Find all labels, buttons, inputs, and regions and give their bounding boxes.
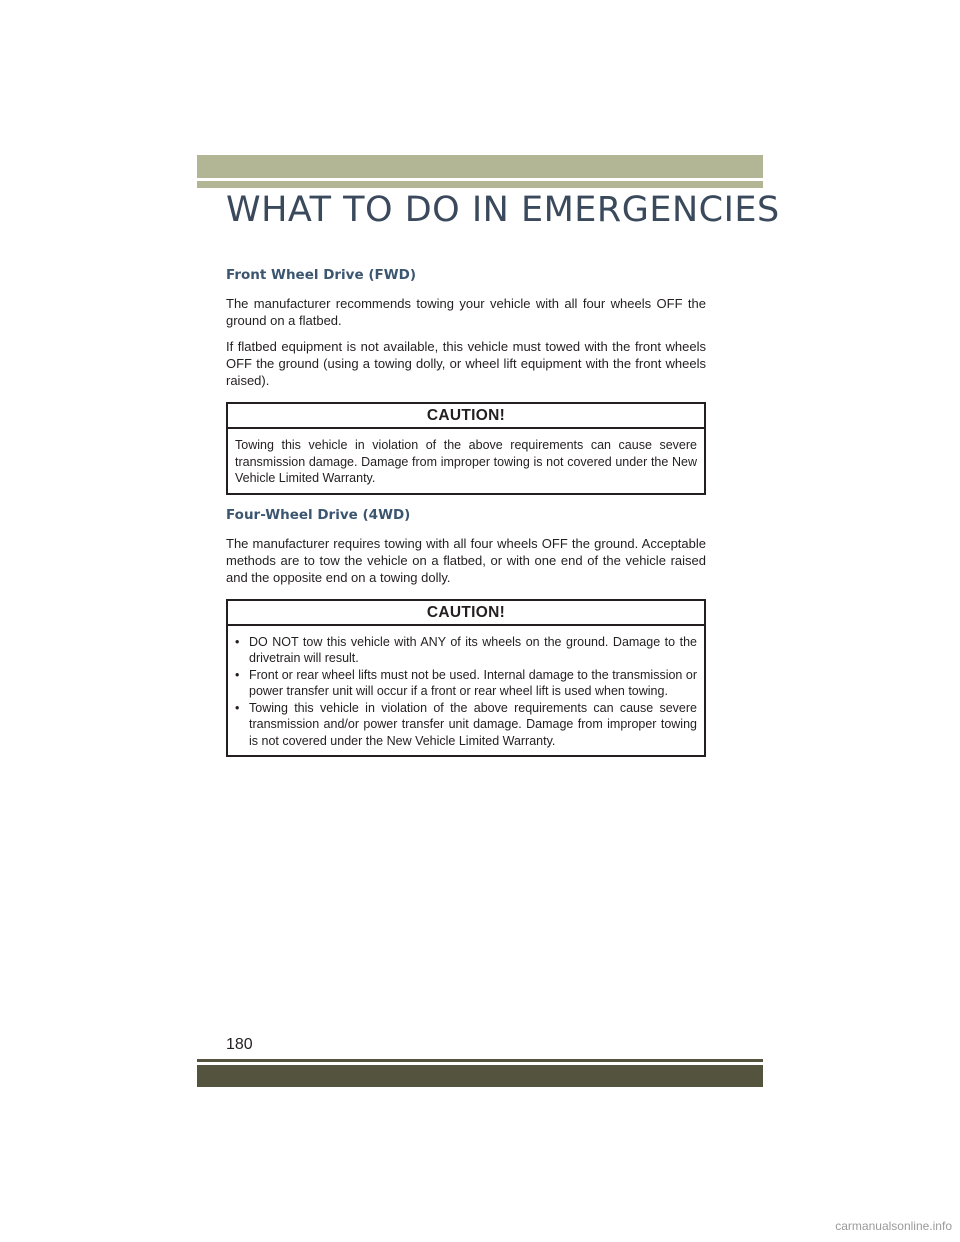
caution-text: Towing this vehicle in violation of the above requirements can cause severe transmission damage. Damage from improper towing is not covered under the New Vehicle Limited Warranty. — [235, 438, 697, 485]
caution-body — [228, 429, 704, 493]
caution-list-item — [235, 700, 697, 750]
header-rule — [197, 181, 763, 188]
footer-band — [197, 1065, 763, 1087]
bullet-icon: • — [235, 700, 240, 715]
fourwd-caution-box — [226, 599, 706, 758]
page-title: WHAT TO DO IN EMERGENCIES — [226, 190, 780, 230]
page-content — [226, 266, 706, 768]
caution-item-text: Towing this vehicle in violation of the above requirements can cause severe transmission and/or power transfer unit damage. Damage from improper towing is not covered under the New Vehicle Limited Warranty. — [249, 700, 697, 748]
fwd-paragraph-2: If flatbed equipment is not available, this vehicle must towed with the front wheels OFF the ground (using a towing dolly, or wheel lift equipment with the front wheels raised). — [226, 339, 706, 388]
caution-body — [228, 626, 704, 756]
footer-rule — [197, 1059, 763, 1062]
caution-title: CAUTION! — [228, 404, 704, 429]
caution-list-item — [235, 634, 697, 667]
caution-list — [235, 634, 697, 750]
bullet-icon: • — [235, 667, 240, 682]
caution-title: CAUTION! — [228, 601, 704, 626]
watermark: carmanualsonline.info — [835, 1219, 952, 1233]
fourwd-heading: Four-Wheel Drive (4WD) — [226, 506, 411, 523]
page-number: 180 — [226, 1036, 253, 1053]
caution-list-item — [235, 667, 697, 700]
fwd-paragraph-1: The manufacturer recommends towing your vehicle with all four wheels OFF the ground on a flatbed. — [226, 296, 706, 328]
caution-item-text: DO NOT tow this vehicle with ANY of its wheels on the ground. Damage to the drivetrain will result. — [249, 634, 697, 665]
fwd-caution-box — [226, 402, 706, 495]
fwd-heading: Front Wheel Drive (FWD) — [226, 267, 417, 283]
fourwd-paragraph-1: The manufacturer requires towing with all four wheels OFF the ground. Acceptable methods are to tow the vehicle on a flatbed, or with one end of the vehicle raised and the opposite end on a towing dolly. — [226, 535, 706, 585]
header-band — [197, 155, 763, 178]
bullet-icon: • — [235, 634, 240, 649]
caution-item-text: Front or rear wheel lifts must not be used. Internal damage to the transmission or power transfer unit will occur if a front or rear wheel lift is used when towing. — [249, 667, 697, 698]
